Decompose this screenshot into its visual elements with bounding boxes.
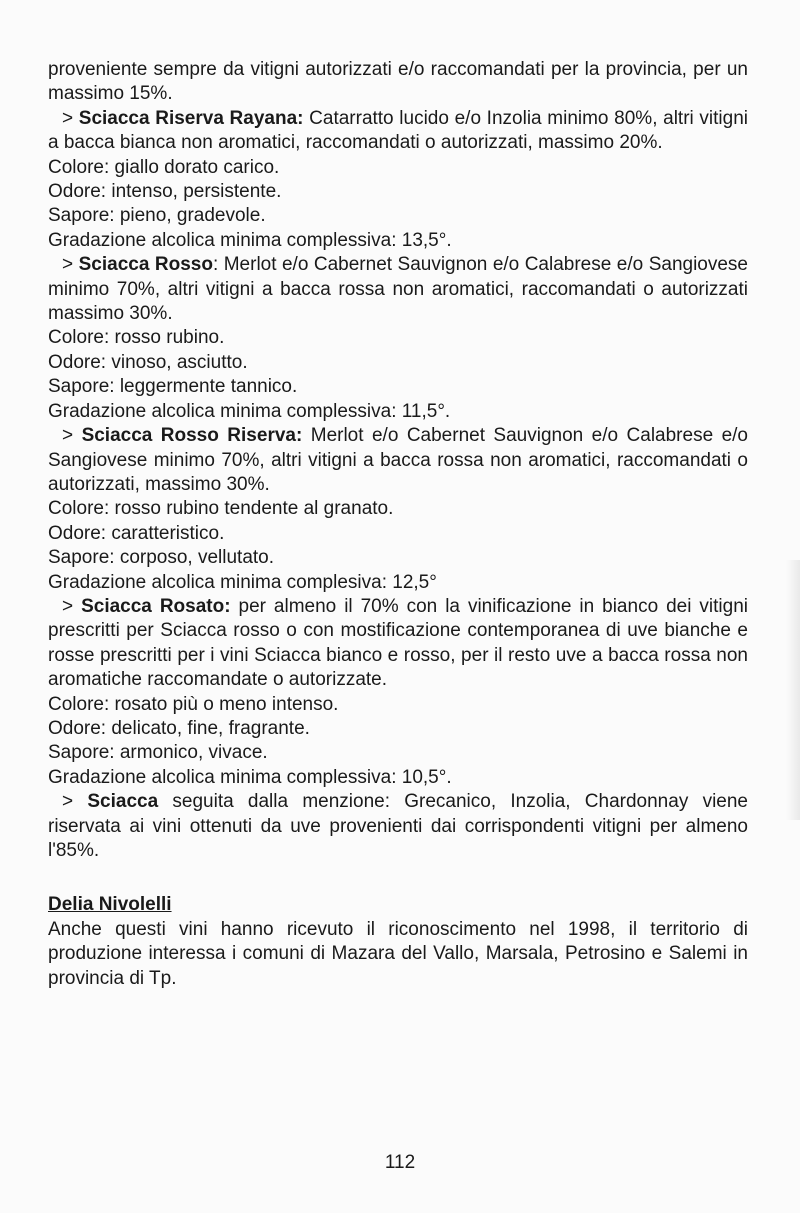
bullet-marker: >: [62, 107, 74, 129]
closing-paragraph: Anche questi vini hanno ricevuto il riconoscimento nel 1998, il territorio di produzione interessa i comuni di Mazara del Vallo, Marsala, Petrosino e Salemi in provincia di Tp.: [48, 918, 748, 989]
entry-paragraph: [48, 253, 748, 326]
entry-name: Sciacca Rosato:: [81, 595, 231, 617]
entry-text: : Merlot e/o Cabernet Sauvignon e/o Calabrese e/o Sangiovese minimo 70%, altri vitigni a bacca rossa non aromatici, raccomandati o autorizzati massimo 30%.: [48, 254, 748, 325]
alcohol-line: Gradazione alcolica minima complessiva: 10,5°.: [48, 766, 452, 788]
page-body: [48, 58, 748, 991]
aroma-line: Odore: caratteristico.: [48, 522, 225, 544]
entry-text: per almeno il 70% con la vinificazione in bianco dei vitigni prescritti per Sciacca rosso o con mostificazione contemporanea di uve bianche e rosse prescritti per i vini Sciacca bianco e rosso, per il resto uve a bacca rossa non aromatiche raccomandate o autorizzate.: [48, 595, 748, 691]
entry-text: seguita dalla menzione: Grecanico, Inzolia, Chardonnay viene riservata ai vini ottenuti da uve provenienti dai corrispondenti vitigni per almeno l'85%.: [48, 791, 748, 861]
alcohol-line: Gradazione alcolica minima complesiva: 12,5°: [48, 571, 437, 593]
section-heading: Delia Nivolelli: [48, 894, 172, 916]
color-line: Colore: rosso rubino.: [48, 327, 225, 349]
entry-name: Sciacca Riserva Rayana:: [78, 107, 304, 129]
intro-paragraph: proveniente sempre da vitigni autorizzati e/o raccomandati per la provincia, per un massimo 15%.: [48, 59, 748, 105]
entry-name: Sciacca Rosso: [78, 254, 213, 276]
page-number: 112: [384, 1152, 416, 1173]
bullet-marker: >: [62, 595, 74, 617]
entry-text: Catarratto lucido e/o Inzolia minimo 80%, altri vitigni a bacca bianca non aromatici, raccomandati o autorizzati, massimo 20%.: [48, 107, 748, 154]
wine-entry-riserva-rayana: [48, 107, 748, 253]
aroma-line: Odore: vinoso, asciutto.: [48, 351, 248, 373]
flavor-line: Sapore: pieno, gradevole.: [48, 205, 266, 227]
aroma-line: Odore: delicato, fine, fragrante.: [48, 717, 310, 739]
bullet-marker: >: [62, 791, 74, 813]
entry-text: Merlot e/o Cabernet Sauvignon e/o Calabrese e/o Sangiovese minimo 70%, altri vitigni a bacca rossa non aromatici, raccomandati o autorizzati, massimo 30%.: [48, 425, 748, 495]
entry-name: Sciacca Rosso Riserva:: [81, 425, 303, 447]
wine-entry-rosso: [48, 253, 748, 424]
section-spacer: [48, 863, 748, 893]
aroma-line: Odore: intenso, persistente.: [48, 181, 282, 203]
color-line: Colore: rosso rubino tendente al granato.: [48, 498, 394, 520]
entry-paragraph: [48, 107, 748, 156]
flavor-line: Sapore: leggermente tannico.: [48, 376, 298, 398]
alcohol-line: Gradazione alcolica minima complessiva: 11,5°.: [48, 400, 451, 422]
wine-entry-rosato: [48, 595, 748, 790]
entry-paragraph: [48, 790, 748, 863]
alcohol-line: Gradazione alcolica minima complessiva: 13,5°.: [48, 229, 452, 251]
entry-paragraph: [48, 424, 748, 497]
color-line: Colore: rosato più o meno intenso.: [48, 693, 339, 715]
flavor-line: Sapore: armonico, vivace.: [48, 742, 268, 764]
wine-entry-varietal: [48, 790, 748, 863]
color-line: Colore: giallo dorato carico.: [48, 156, 280, 178]
entry-paragraph: [48, 595, 748, 693]
flavor-line: Sapore: corposo, vellutato.: [48, 547, 275, 569]
scan-edge-shadow: [786, 560, 800, 820]
entry-name: Sciacca: [87, 791, 159, 813]
bullet-marker: >: [62, 425, 74, 447]
bullet-marker: >: [62, 254, 74, 276]
wine-entry-rosso-riserva: [48, 424, 748, 595]
